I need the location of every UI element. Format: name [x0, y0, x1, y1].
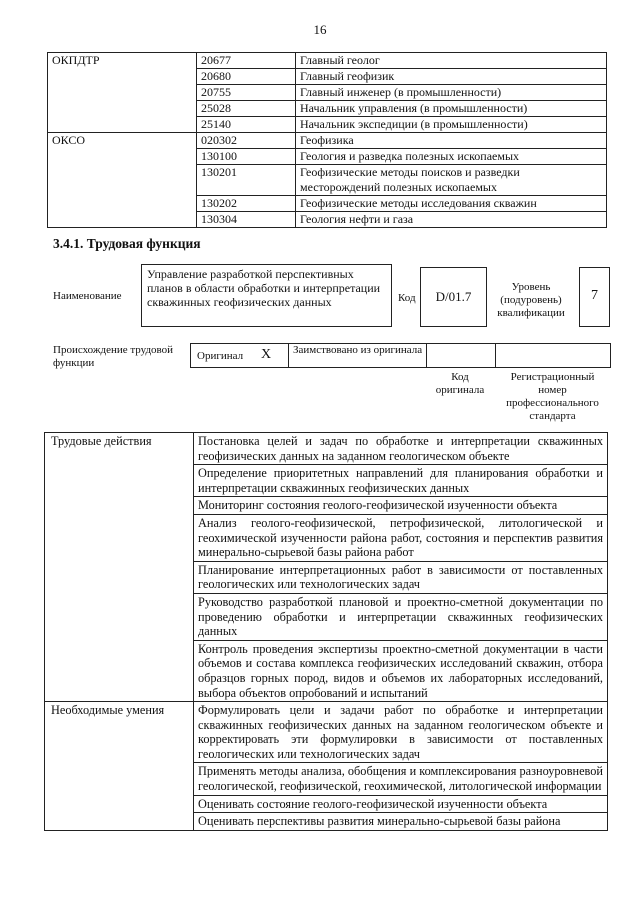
table-row	[48, 165, 607, 196]
classifier-label	[48, 101, 197, 117]
classifier-label: ОКСО	[48, 133, 197, 149]
classifier-name: Геология нефти и газа	[296, 212, 607, 228]
function-name-box	[141, 264, 392, 327]
classifier-label: ОКПДТР	[48, 53, 197, 69]
table-row	[48, 69, 607, 85]
classifier-name: Геофизические методы поисков и разведки месторождений полезных ископаемых	[296, 165, 607, 196]
labor-action: Контроль проведения экспертизы проектно-сметной документации в части объемов и состава комплекса геофизических исследований скважин, отбора образцов горных пород, видов и объемов их лабораторных исследований, выбора объектов опробований и испытаний	[194, 640, 608, 701]
skill: Формулировать цели и задачи работ по обработке и интерпретации скважинных геофизических данных на заданном геологическом объекте и корректировать эти формулировки в зависимости от поставленных геологических или технологических задач	[194, 702, 608, 763]
function-details-table	[44, 432, 608, 831]
table-row	[48, 101, 607, 117]
classifier-name: Геофизика	[296, 133, 607, 149]
classifier-name: Главный геолог	[296, 53, 607, 69]
table-row	[45, 702, 608, 763]
classifier-name: Главный инженер (в промышленности)	[296, 85, 607, 101]
classifier-code: 20755	[197, 85, 296, 101]
table-row	[48, 196, 607, 212]
original-label: Оригинал	[197, 350, 244, 362]
classifier-label	[48, 85, 197, 101]
function-name: Управление разработкой перспективных планов в области обработки и интерпретации скважинных геофизических данных	[147, 267, 381, 309]
classifier-name: Геофизические методы исследования скважин	[296, 196, 607, 212]
section-heading: 3.4.1. Трудовая функция	[53, 236, 201, 251]
table-row	[48, 53, 607, 69]
table-row	[48, 149, 607, 165]
name-label: Наименование	[53, 290, 122, 302]
classifier-code: 130202	[197, 196, 296, 212]
classifier-label	[48, 165, 197, 196]
labor-action: Планирование интерпретационных работ в зависимости от поставленных геологических или технологических задач	[194, 561, 608, 593]
borrowed-label: Заимствовано из оригинала	[293, 344, 423, 356]
table-row	[48, 212, 607, 228]
classification-table	[47, 52, 607, 228]
skill: Применять методы анализа, обобщения и комплексирования разноуровневой геологической, геофизической, геохимической, литологической информации	[194, 763, 608, 795]
code-original-caption: Код оригинала	[435, 371, 485, 396]
function-code-box	[420, 267, 487, 327]
table-row	[48, 133, 607, 149]
skills-label: Необходимые умения	[45, 702, 194, 831]
classifier-name: Главный геофизик	[296, 69, 607, 85]
table-row	[48, 85, 607, 101]
classifier-code: 130201	[197, 165, 296, 196]
labor-action: Постановка целей и задач по обработке и интерпретации скважинных геофизических данных на заданном геологическом объекте	[194, 433, 608, 465]
function-code: D/01.7	[435, 289, 472, 304]
code-label: Код	[398, 292, 416, 304]
labor-action: Анализ геолого-геофизической, петрофизической, литологической и геохимической изученности района работ, состояния и перспектив развития минерально-сырьевой базы района работ	[194, 514, 608, 561]
table-row	[48, 117, 607, 133]
labor-actions-label: Трудовые действия	[45, 433, 194, 702]
classifier-label	[48, 196, 197, 212]
classifier-code: 20677	[197, 53, 296, 69]
classifier-code: 130304	[197, 212, 296, 228]
classifier-label	[48, 212, 197, 228]
classifier-name: Геология и разведка полезных ископаемых	[296, 149, 607, 165]
classifier-label	[48, 69, 197, 85]
classifier-code: 25028	[197, 101, 296, 117]
labor-action: Мониторинг состояния геолого-геофизической изученности объекта	[194, 497, 608, 515]
classifier-code: 25140	[197, 117, 296, 133]
origin-label: Происхождение трудовой функции	[53, 344, 174, 369]
classifier-name: Начальник управления (в промышленности)	[296, 101, 607, 117]
level-box	[579, 267, 610, 327]
original-mark: X	[261, 347, 272, 362]
level-label: Уровень (подуровень) квалификации	[497, 281, 565, 319]
table-row	[45, 433, 608, 465]
classifier-code: 130100	[197, 149, 296, 165]
skill: Оценивать состояние геолого-геофизической изученности объекта	[194, 795, 608, 813]
level-value: 7	[591, 288, 598, 303]
page-number: 16	[313, 22, 327, 37]
classifier-label	[48, 117, 197, 133]
labor-action: Руководство разработкой плановой и проектно-сметной документации по проведению обработки и интерпретации скважинных геофизических данных	[194, 593, 608, 640]
classifier-code: 20680	[197, 69, 296, 85]
origin-row	[190, 343, 611, 368]
skill: Оценивать перспективы развития минерально-сырьевой базы района	[194, 813, 608, 831]
classifier-name: Начальник экспедиции (в промышленности)	[296, 117, 607, 133]
reg-number-caption: Регистрационный номер профессионального стандарта	[506, 371, 599, 422]
labor-action: Определение приоритетных направлений для планирования обработки и интерпретации скважинных геофизических данных	[194, 465, 608, 497]
classifier-label	[48, 149, 197, 165]
classifier-code: 020302	[197, 133, 296, 149]
